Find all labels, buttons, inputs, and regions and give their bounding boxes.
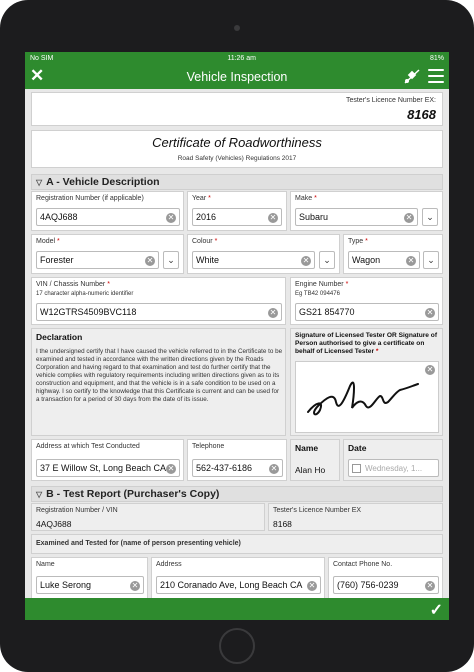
b-address-input[interactable]: 210 Coranado Ave, Long Beach CA ✕ [156, 576, 321, 594]
satellite-icon[interactable] [403, 68, 421, 85]
clear-icon[interactable]: ✕ [131, 581, 139, 590]
section-b-title: B - Test Report (Purchaser's Copy) [46, 488, 220, 500]
clear-icon[interactable]: ✕ [302, 256, 310, 265]
certificate-subtitle: Road Safety (Vehicles) Regulations 2017 [177, 155, 297, 162]
make-input[interactable]: Subaru ✕ [295, 208, 418, 226]
home-button[interactable] [219, 628, 255, 664]
b-phone-field [328, 557, 443, 598]
page-title: Vehicle Inspection [186, 69, 288, 84]
licence-label: Tester's Licence Number EX: [345, 97, 436, 104]
vin-label: VIN / Chassis Number * [36, 281, 110, 288]
name-label: Name [295, 443, 319, 453]
declaration-title: Declaration [36, 332, 83, 342]
clear-icon[interactable]: ✕ [407, 256, 415, 265]
make-label: Make * [295, 195, 317, 202]
signature-drawing [296, 362, 440, 434]
close-icon[interactable]: ✕ [30, 66, 45, 85]
engine-input[interactable]: GS21 854770 ✕ [295, 303, 439, 321]
clear-icon[interactable]: ✕ [426, 581, 434, 590]
declaration-text: I the undersigned certify that I have caused the vehicle referred to in the Certificate to be examined and tested in accordance with the written directions given by the Roads Corporation and having regard to that examination and test do further certify that the vehicle complies with regulatory requirements including written directions given as to its construction and equipment, and that the vehicle is in a safe condition to be used on a highway. I so certify to the knowledge that this Certificate is current and can be used for a transaction for a period of 30 days from the date of its issue. [36, 348, 283, 403]
clear-icon[interactable]: ✕ [269, 308, 277, 317]
calendar-icon [352, 464, 361, 473]
date-field [343, 439, 443, 481]
year-field [187, 191, 287, 231]
time-text: 11:26 am [227, 54, 256, 62]
clear-icon[interactable]: ✕ [426, 365, 434, 374]
model-label: Model * [36, 238, 60, 245]
menu-icon[interactable] [428, 69, 444, 87]
licence-header [31, 92, 443, 126]
name-value: Alan Ho [295, 465, 326, 475]
checkmark-icon[interactable]: ✓ [429, 602, 443, 619]
clear-icon[interactable]: ✕ [167, 213, 175, 222]
clear-icon[interactable]: ✕ [426, 308, 434, 317]
b-licence-value: 8168 [273, 519, 292, 529]
year-input[interactable]: 2016 ✕ [192, 208, 282, 226]
engine-label: Engine Number * [295, 281, 349, 288]
bottom-bar [25, 598, 449, 620]
chevron-down-icon[interactable]: ⌄ [319, 251, 335, 269]
chevron-down-icon[interactable]: ⌄ [163, 251, 179, 269]
section-b-header[interactable] [31, 486, 443, 502]
carrier-text: No SIM [30, 54, 54, 62]
clear-icon[interactable]: ✕ [405, 213, 413, 222]
b-address-label: Address [156, 561, 182, 568]
clear-icon[interactable]: ✕ [269, 213, 277, 222]
b-phone-label: Contact Phone No. [333, 561, 393, 568]
signature-label: Signature of Licensed Tester OR Signature of Person authorised to give a certificate on behalf of Licensed Tester * [295, 332, 438, 355]
examined-for-label: Examined and Tested for (name of person presenting vehicle) [36, 540, 241, 547]
nav-bar [25, 64, 449, 89]
name-field [290, 439, 340, 481]
chevron-down-icon[interactable]: ⌄ [422, 208, 438, 226]
telephone-label: Telephone [192, 443, 225, 450]
chevron-down-icon[interactable]: ⌄ [423, 251, 439, 269]
vin-input[interactable]: W12GTRS4509BVC118 ✕ [36, 303, 282, 321]
engine-field [290, 277, 443, 325]
engine-hint: Eg TB42 094476 [295, 291, 340, 297]
b-licence-label: Tester's Licence Number EX [273, 507, 362, 514]
colour-label: Colour * [192, 238, 218, 245]
signature-pad[interactable] [295, 361, 439, 433]
colour-input[interactable]: White ✕ [192, 251, 315, 269]
reg-vin-label: Registration Number / VIN [36, 507, 118, 514]
reg-vin-field [31, 503, 265, 531]
type-field [343, 234, 443, 274]
type-input[interactable]: Wagon ✕ [348, 251, 420, 269]
test-address-input[interactable]: 37 E Willow St, Long Beach CA ✕ [36, 459, 180, 477]
vin-field [31, 277, 286, 325]
signature-box [290, 328, 443, 436]
collapse-icon: ▽ [36, 177, 43, 187]
registration-input[interactable]: 4AQJ688 ✕ [36, 208, 180, 226]
b-licence-field [268, 503, 443, 531]
clear-icon[interactable]: ✕ [270, 464, 278, 473]
examined-for-label-box [31, 534, 443, 554]
battery-text: 81% [429, 54, 444, 62]
b-address-field [151, 557, 325, 598]
b-name-field [31, 557, 148, 598]
vin-hint: 17 character alpha-numeric identifier [36, 291, 134, 297]
clear-icon[interactable]: ✕ [167, 464, 175, 473]
test-address-label: Address at which Test Conducted [36, 443, 140, 450]
registration-field [31, 191, 184, 231]
telephone-input[interactable]: 562-437-6186 ✕ [192, 459, 283, 477]
screen [25, 52, 449, 620]
date-label: Date [348, 443, 367, 453]
reg-vin-value: 4AQJ688 [36, 519, 72, 529]
date-input[interactable]: Wednesday, 1... [348, 459, 439, 477]
licence-number: 8168 [407, 107, 436, 122]
camera-icon [234, 25, 240, 31]
clear-icon[interactable]: ✕ [146, 256, 154, 265]
b-name-input[interactable]: Luke Serong ✕ [36, 576, 144, 594]
certificate-header [31, 130, 443, 168]
declaration-box [31, 328, 286, 436]
type-label: Type * [348, 238, 368, 245]
form-content [25, 89, 449, 598]
model-field [31, 234, 184, 274]
make-field [290, 191, 443, 231]
registration-label: Registration Number (if applicable) [36, 195, 144, 202]
collapse-icon: ▽ [36, 489, 43, 499]
year-label: Year * [192, 195, 211, 202]
clear-icon[interactable]: ✕ [308, 581, 316, 590]
telephone-field [187, 439, 287, 481]
section-a-title: A - Vehicle Description [46, 176, 160, 188]
b-phone-input[interactable]: (760) 756-0239 ✕ [333, 576, 439, 594]
b-name-label: Name [36, 561, 55, 568]
test-address-field [31, 439, 184, 481]
model-input[interactable]: Forester ✕ [36, 251, 159, 269]
section-a-header[interactable] [31, 174, 443, 190]
colour-field [187, 234, 340, 274]
status-bar [25, 52, 449, 64]
certificate-title: Certificate of Roadworthiness [152, 135, 322, 150]
